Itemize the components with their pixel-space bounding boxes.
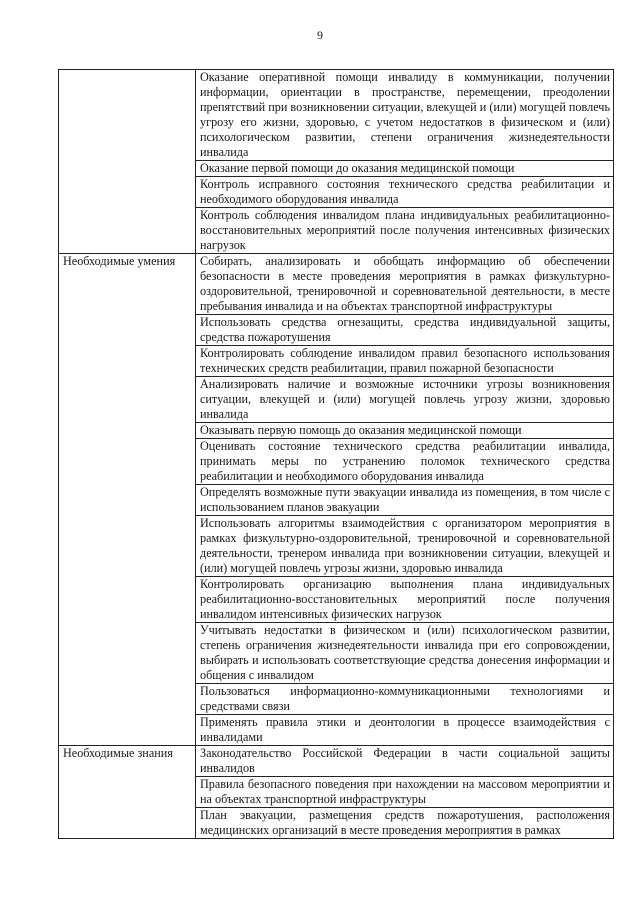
list-item: Определять возможные пути эвакуации инвалида из помещения, в том числе с использованием планов эвакуации [196,485,614,516]
list-item: План эвакуации, размещения средств пожаротушения, расположения медицинских организаций в месте проведения мероприятия в рамках [196,808,614,839]
page-number: 9 [317,28,323,42]
list-item: Оценивать состояние технического средства реабилитации инвалида, принимать меры по устранению поломок технического средства реабилитации и необходимого оборудования инвалида [196,439,614,485]
table-row [59,70,614,161]
list-item: Контроль исправного состояния технического средства реабилитации и необходимого оборудования инвалида [196,177,614,208]
section-label-knowledge: Необходимые знания [59,746,196,839]
list-item: Учитывать недостатки в физическом и (или) психологическом развитии, степень ограничения жизнедеятельности инвалида при его сопровождении, выбирать и использовать соответствующие средства донесения информации и общения с инвалидом [196,623,614,684]
list-item: Анализировать наличие и возможные источники угрозы возникновения ситуации, влекущей и (или) могущей повлечь угрозу жизни, здоровью инвалида [196,377,614,423]
list-item: Оказание оперативной помощи инвалиду в коммуникации, получении информации, ориентации в пространстве, перемещении, преодолении препятствий при возникновении ситуации, влекущей и (или) могущей повлечь угрозу его жизни, здоровью, с учетом недостатков в физическом и (или) психологическом развитии, степени ограничения жизнедеятельности инвалида [196,70,614,161]
list-item: Контролировать организацию выполнения плана индивидуальных реабилитационно-восстановительных мероприятий после получения инвалидом интенсивных физических нагрузок [196,577,614,623]
section-label-skills: Необходимые умения [59,254,196,746]
list-item: Оказывать первую помощь до оказания медицинской помощи [196,423,614,439]
list-item: Использовать средства огнезащиты, средства индивидуальной защиты, средства пожаротушения [196,315,614,346]
list-item: Оказание первой помощи до оказания медицинской помощи [196,161,614,177]
list-item: Контроль соблюдения инвалидом плана индивидуальных реабилитационно-восстановительных мероприятий после получения интенсивных физических нагрузок [196,208,614,254]
list-item: Пользоваться информационно-коммуникационными технологиями и средствами связи [196,684,614,715]
list-item: Применять правила этики и деонтологии в процессе взаимодействия с инвалидами [196,715,614,746]
section-label-continued [59,70,196,254]
list-item: Законодательство Российской Федерации в части социальной защиты инвалидов [196,746,614,777]
competency-table [58,69,614,839]
list-item: Использовать алгоритмы взаимодействия с организатором мероприятия в рамках физкультурно-оздоровительной, тренировочной и соревновательной деятельности, тренером инвалида при возникновении ситуации, влекущей и (или) могущей повлечь угрозы жизни, здоровью инвалида [196,516,614,577]
list-item: Правила безопасного поведения при нахождении на массовом мероприятии и на объектах транспортной инфраструктуры [196,777,614,808]
table-row [59,254,614,315]
table-row [59,746,614,777]
list-item: Собирать, анализировать и обобщать информацию об обеспечении безопасности в месте проведения мероприятия в рамках физкультурно-оздоровительной, тренировочной и соревновательной деятельности, в месте пребывания инвалида и на объектах транспортной инфраструктуры [196,254,614,315]
list-item: Контролировать соблюдение инвалидом правил безопасного использования технических средств реабилитации, правил пожарной безопасности [196,346,614,377]
